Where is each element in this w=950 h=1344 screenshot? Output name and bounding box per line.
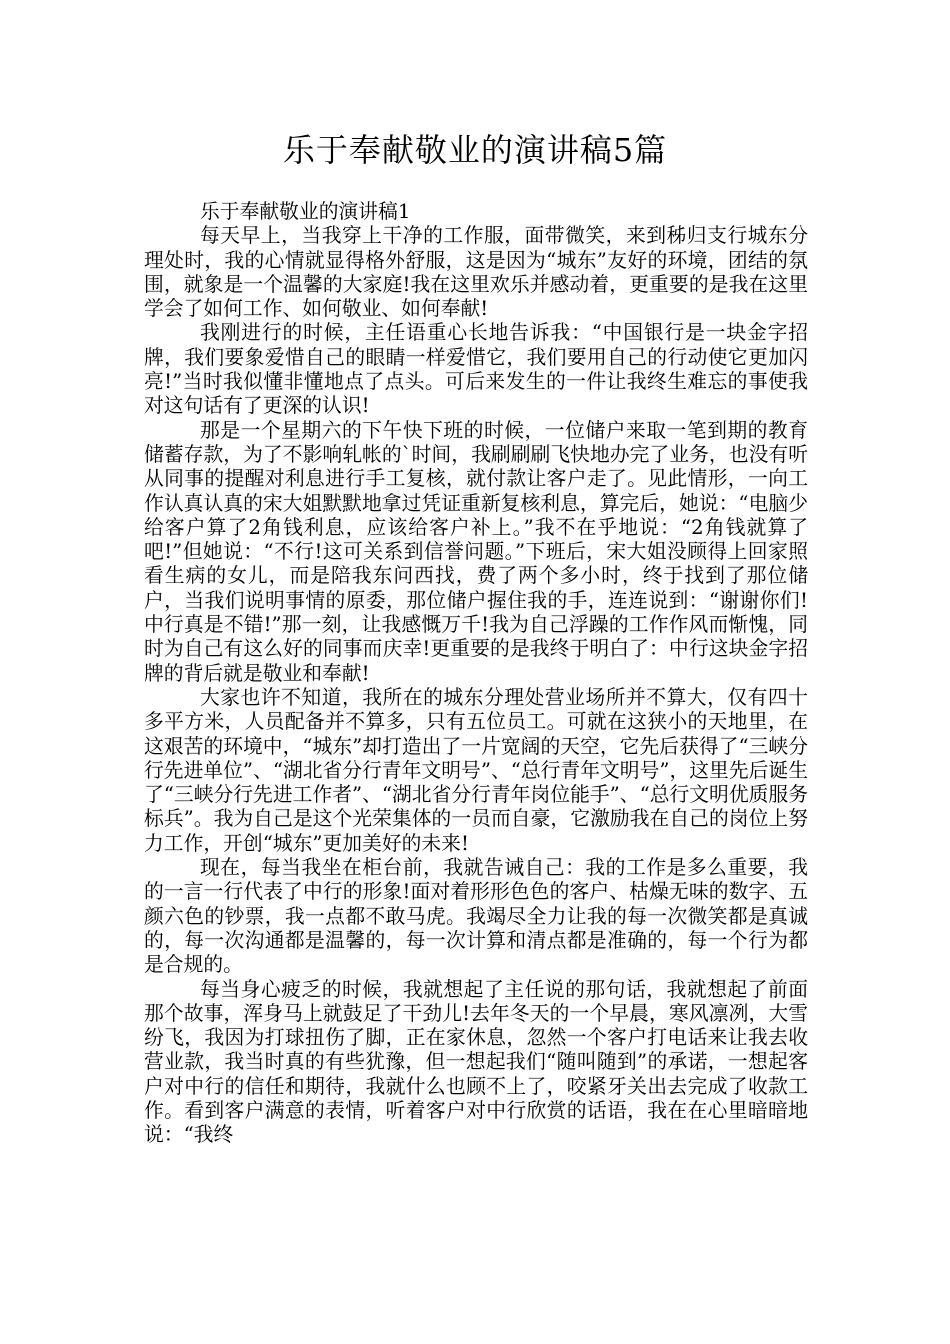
paragraph-3: 那是一个星期六的下午快下班的时候，一位储户来取一笔到期的教育储蓄存款，为了不影响轧帐的`时间，我刷刷刷飞快地办完了业务，也没有听从同事的提醒对利息进行手工复核，就付款让客户走了。见此情形，一向工作认真认真的宋大姐默默地拿过凭证重新复核利息，算完后，她说：“电脑少给客户算了2角钱利息，应该给客户补上。”我不在乎地说：“2角钱就算了吧!”但她说：“不行!这可关系到信誉问题。”下班后，宋大姐没顾得上回家照看生病的女儿，而是陪我东问西找，费了两个多小时，终于找到了那位储户，当我们说明事情的原委，那位储户握住我的手，连连说到：“谢谢你们!中行真是不错!”那一刻，让我感慨万千!我为自己浮躁的工作作风而惭愧，同时为自己有这么好的同事而庆幸!更重要的是我终于明白了：中行这块金字招牌的背后就是敬业和奉献! [144,418,808,685]
paragraph-4: 大家也许不知道，我所在的城东分理处营业场所并不算大，仅有四十多平方米，人员配备并不算多，只有五位员工。可就在这狭小的天地里，在这艰苦的环境中，“城东”却打造出了一片宽阔的天空，它先后获得了“三峡分行先进单位”、“湖北省分行青年文明号”、“总行青年文明号”，这里先后诞生了“三峡分行先进工作者”、“湖北省分行青年岗位能手”、“总行文明优质服务标兵”。我为自己是这个光荣集体的一员而自豪，它激励我在自己的岗位上努力工作，开创“城东”更加美好的未来! [144,685,808,855]
paragraph-1: 每天早上，当我穿上干净的工作服，面带微笑，来到秭归支行城东分理处时，我的心情就显得格外舒服，这是因为“城东”友好的环境，团结的氛围，就象是一个温馨的大家庭!我在这里欢乐并感动着，更重要的是我在这里学会了如何工作、如何敬业、如何奉献! [144,224,808,321]
paragraph-2: 我刚进行的时候，主任语重心长地告诉我：“中国银行是一块金字招牌，我们要象爱惜自己的眼睛一样爱惜它，我们要用自己的行动使它更加闪亮!”当时我似懂非懂地点了点头。可后来发生的一件让我终生难忘的事使我对这句话有了更深的认识! [144,321,808,418]
section-heading: 乐于奉献敬业的演讲稿1 [200,200,411,223]
document-title: 乐于奉献敬业的演讲稿5篇 [282,131,668,169]
paragraph-5: 现在，每当我坐在柜台前，我就告诫自己：我的工作是多么重要，我的一言一行代表了中行的形象!面对着形形色色的客户、枯燥无味的数字、五颜六色的钞票，我一点都不敢马虎。我竭尽全力让我的每一次微笑都是真诚的，每一次沟通都是温馨的，每一次计算和清点都是准确的，每一个行为都是合规的。 [144,856,808,977]
document-body [144,200,808,1148]
paragraph-6: 每当身心疲乏的时候，我就想起了主任说的那句话，我就想起了前面那个故事，浑身马上就鼓足了干劲儿!去年冬天的一个早晨，寒风凛冽，大雪纷飞，我因为打球扭伤了脚，正在家休息，忽然一个客户打电话来让我去收营业款，我当时真的有些犹豫，但一想起我们“随叫随到”的承诺，一想起客户对中行的信任和期待，我就什么也顾不上了，咬紧牙关出去完成了收款工作。看到客户满意的表情，听着客户对中行欣赏的话语，我在在心里暗暗地说：“我终 [144,977,808,1147]
